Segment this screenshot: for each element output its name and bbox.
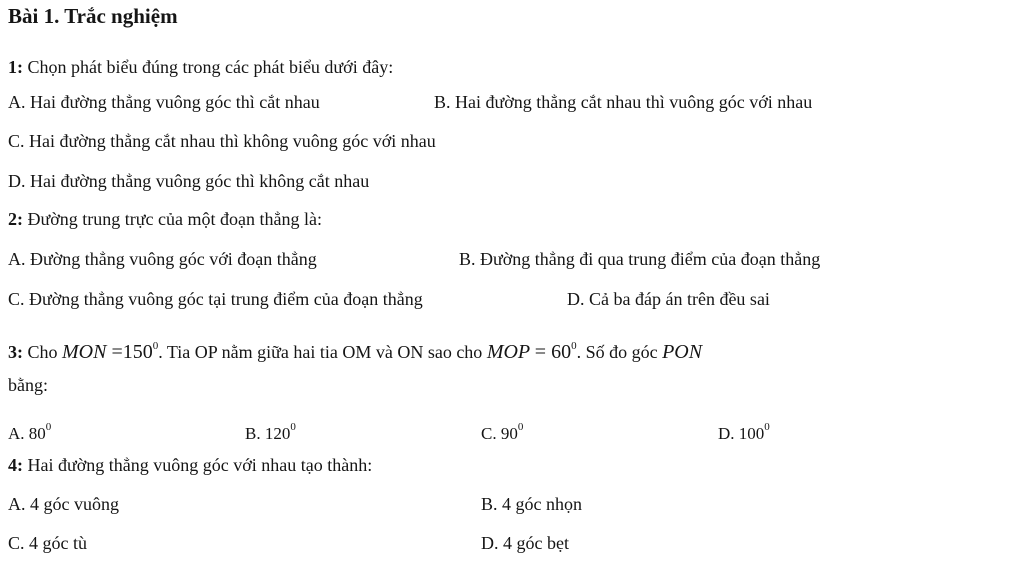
q4-option-a: A. 4 góc vuông — [8, 494, 119, 514]
question-1 — [8, 56, 393, 78]
q1-option-a: A. Hai đường thẳng vuông góc thì cắt nhau — [8, 92, 320, 112]
degree-mark: 0 — [517, 421, 524, 433]
q3-option-d-letter: D. — [718, 424, 735, 443]
angle-mop-name: MOP — [486, 341, 530, 363]
q2-option-b: B. Đường thẳng đi qua trung điểm của đoạn thẳng — [459, 249, 821, 269]
q2-option-d: D. Cả ba đáp án trên đều sai — [567, 289, 770, 309]
q3-option-c-value: 90 — [500, 424, 518, 443]
question-2-number: 2: — [8, 209, 23, 229]
q1-option-c: C. Hai đường thẳng cắt nhau thì không vuông góc với nhau — [8, 131, 436, 151]
degree-mark: 0 — [571, 340, 577, 352]
q3-option-c — [481, 416, 523, 445]
q3-option-b-value: 120 — [264, 424, 291, 443]
question-3-text-3: . Số đo góc — [576, 342, 658, 362]
angle-mop-equals: = — [534, 341, 547, 363]
q2-option-a: A. Đường thẳng vuông góc với đoạn thẳng — [8, 249, 317, 269]
q4-option-d: D. 4 góc bẹt — [481, 533, 569, 553]
angle-pon-name: PON — [662, 341, 703, 363]
angle-mon-name: MON — [62, 341, 107, 363]
q1-option-b: B. Hai đường thẳng cắt nhau thì vuông góc với nhau — [434, 92, 813, 112]
q3-option-a-letter: A. — [8, 424, 25, 443]
question-4 — [8, 454, 372, 476]
question-3-text-1: Cho — [27, 342, 58, 362]
question-1-text: Chọn phát biểu đúng trong các phát biểu dưới đây: — [27, 57, 394, 77]
angle-mop-expression — [487, 341, 577, 363]
question-4-text: Hai đường thẳng vuông góc với nhau tạo thành: — [27, 455, 373, 475]
question-2 — [8, 208, 322, 230]
q3-option-c-letter: C. — [481, 424, 497, 443]
angle-mop-value: 60 — [551, 341, 572, 363]
angle-mon-equals: = — [111, 341, 123, 363]
angle-mon-value: 150 — [122, 341, 153, 363]
q3-option-d — [718, 416, 770, 445]
question-3-text-2: . Tia OP nằm giữa hai tia OM và ON sao cho — [158, 342, 483, 362]
degree-mark: 0 — [764, 421, 770, 433]
q3-option-b-letter: B. — [245, 424, 261, 443]
q3-option-a-value: 80 — [28, 424, 46, 443]
angle-mon-expression — [62, 341, 158, 363]
question-3-text-4: bằng: — [8, 375, 48, 395]
degree-mark: 0 — [152, 340, 159, 352]
q4-option-c: C. 4 góc tù — [8, 533, 87, 553]
question-3-number: 3: — [8, 342, 23, 362]
q3-option-d-value: 100 — [738, 424, 765, 443]
question-2-text: Đường trung trực của một đoạn thẳng là: — [27, 209, 322, 229]
exercise-title: Bài 1. Trắc nghiệm — [8, 4, 178, 28]
q1-option-d: D. Hai đường thẳng vuông góc thì không cắt nhau — [8, 171, 370, 191]
q3-option-a — [8, 416, 51, 445]
q2-option-c: C. Đường thẳng vuông góc tại trung điểm của đoạn thẳng — [8, 289, 423, 309]
question-3 — [8, 335, 702, 363]
q4-option-b: B. 4 góc nhọn — [481, 494, 582, 514]
question-1-number: 1: — [8, 57, 23, 77]
question-4-number: 4: — [8, 455, 23, 475]
degree-mark: 0 — [45, 421, 52, 433]
q3-option-b — [245, 416, 296, 445]
degree-mark: 0 — [290, 421, 296, 433]
